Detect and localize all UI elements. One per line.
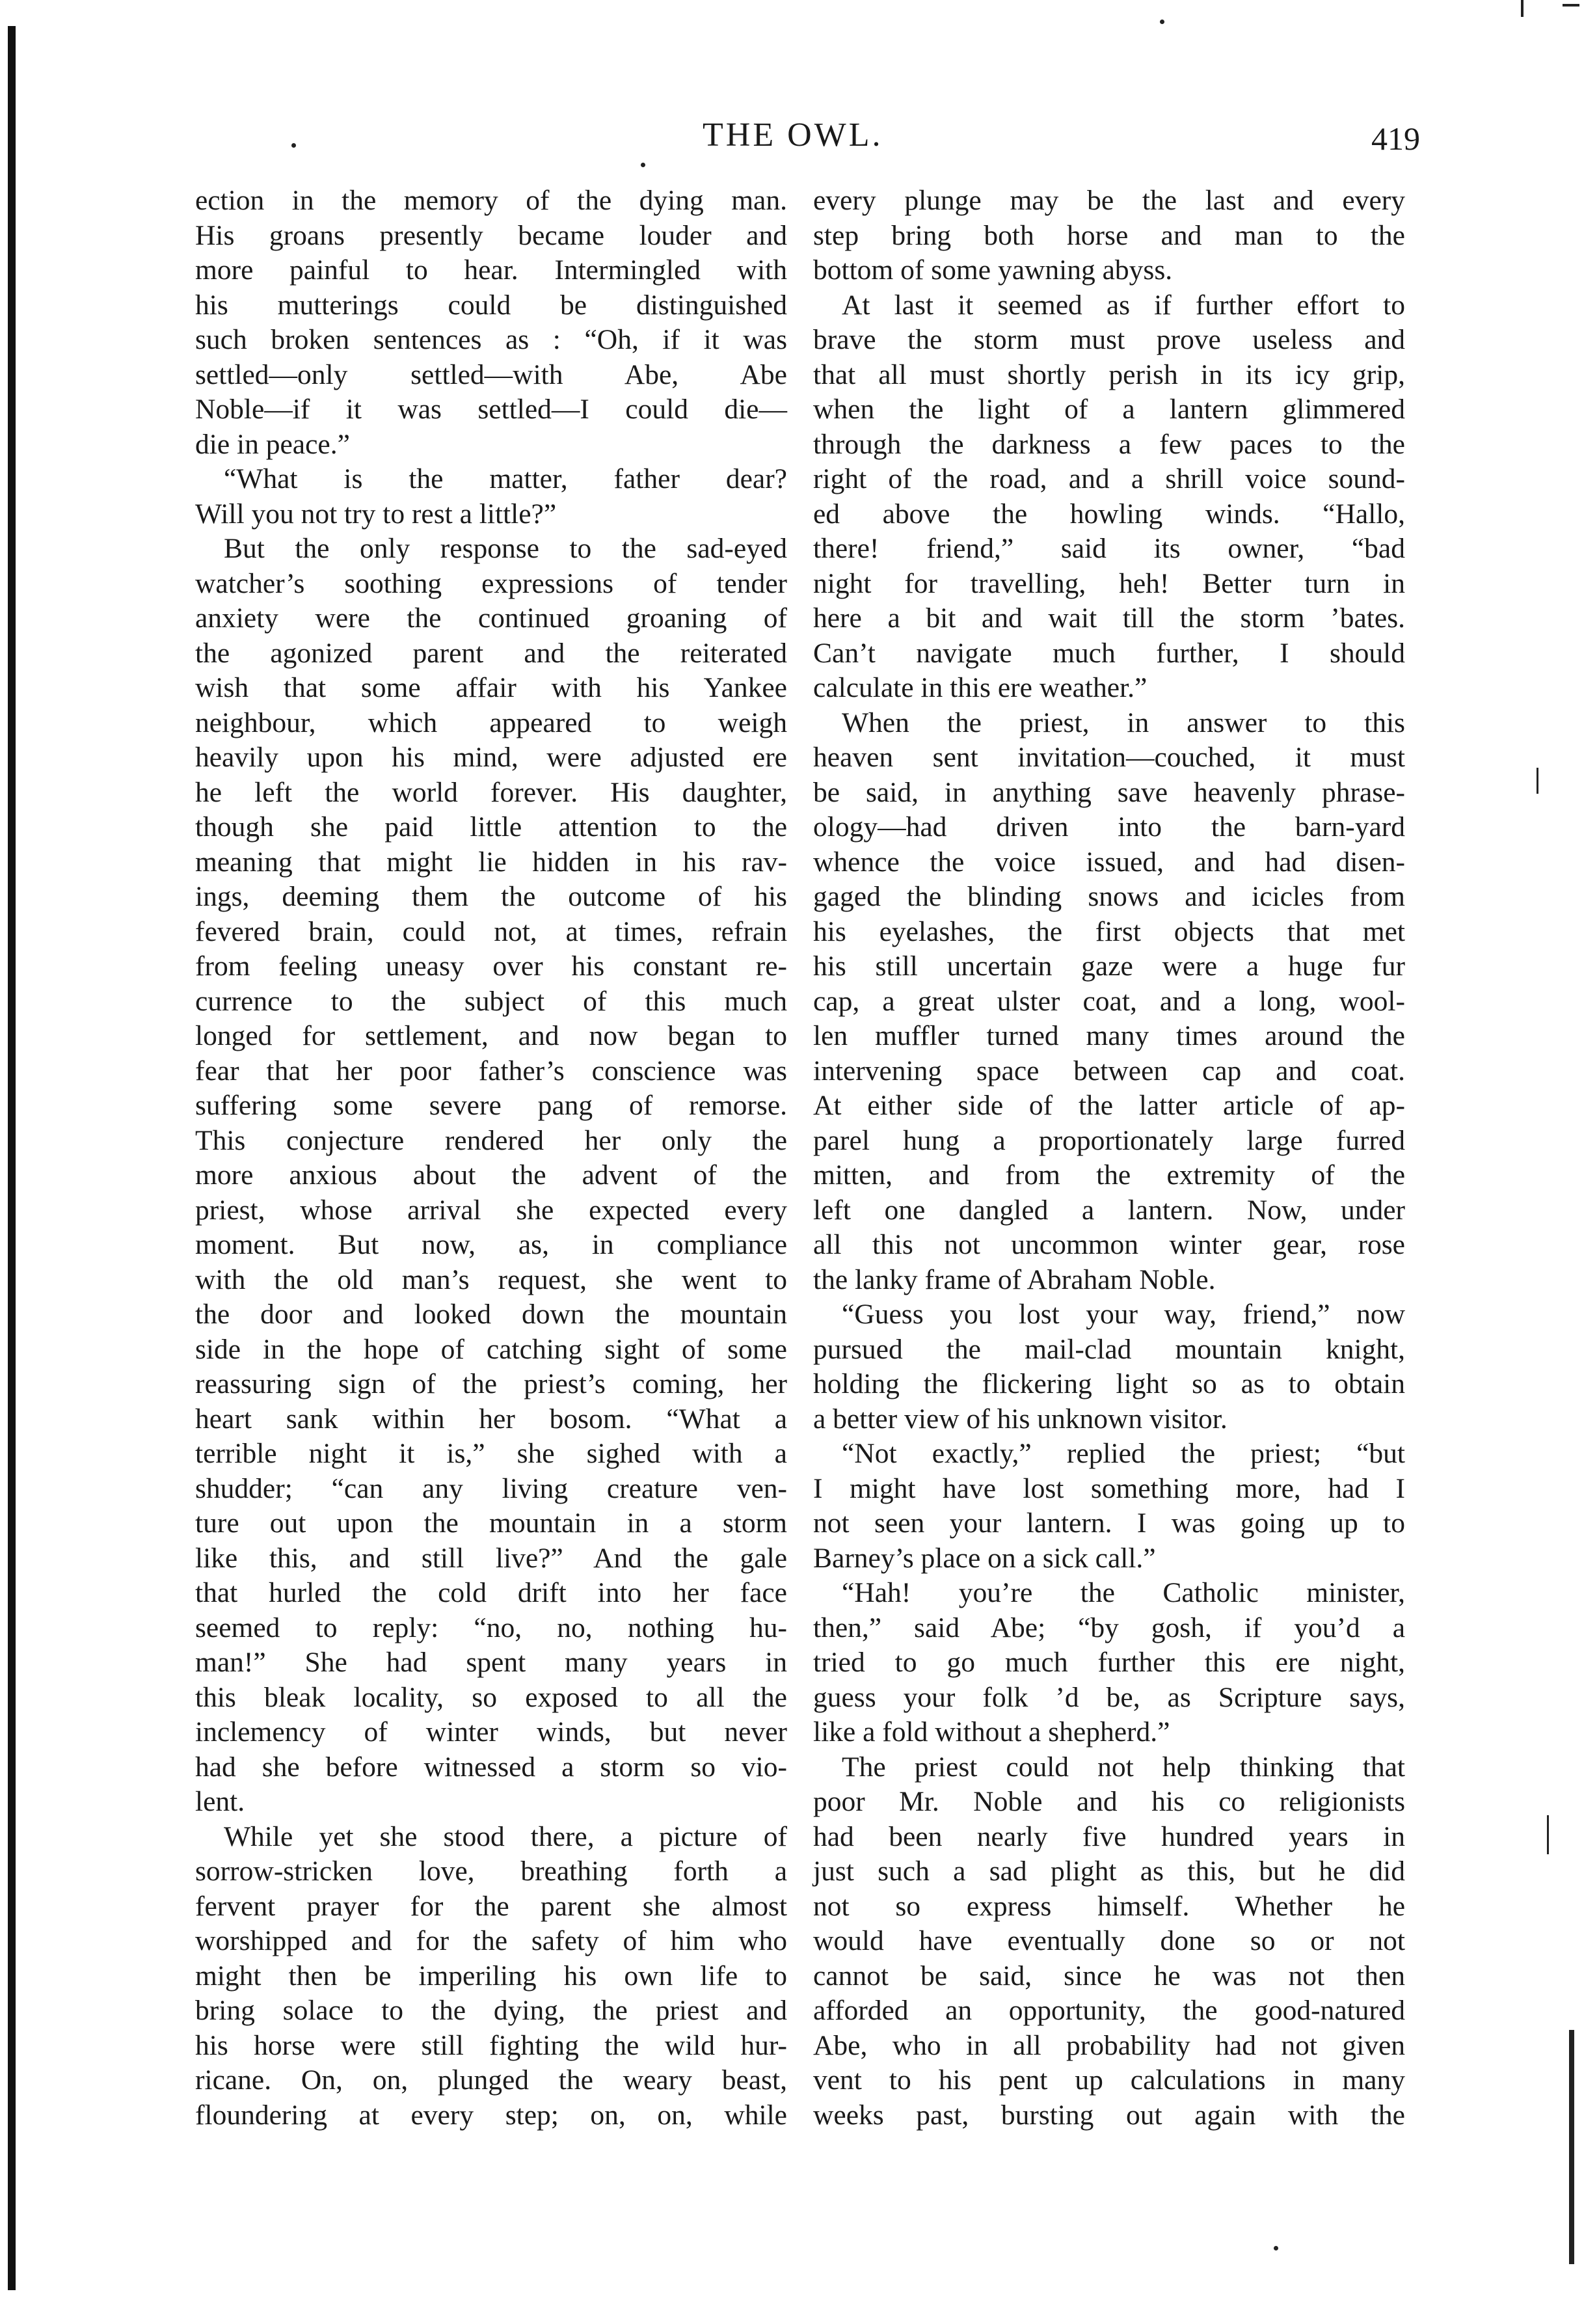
paragraph: [813, 1576, 1405, 1750]
text-line: the lanky frame of Abraham Noble.: [813, 1263, 1216, 1295]
text-line: fervent prayer for the parent she almost: [195, 1890, 787, 1922]
paragraph: [813, 1750, 1405, 2133]
text-line: brave the storm must prove useless and: [813, 324, 1405, 355]
text-line: sorrow-stricken love, breathing forth a: [195, 1856, 787, 1887]
left-text-column: [195, 183, 787, 2133]
text-line: step bring both horse and man to the: [813, 219, 1405, 251]
text-line: calculate in this ere weather.”: [813, 672, 1148, 703]
text-line: man!” She had spent many years in: [195, 1647, 787, 1678]
text-line: not seen your lantern. I was going up to: [813, 1507, 1405, 1539]
text-line: tried to go much further this ere night,: [813, 1647, 1405, 1678]
paragraph: [813, 706, 1405, 1298]
text-line: parel hung a proportionately large furred: [813, 1124, 1405, 1156]
text-line: At last it seemed as if further effort to: [842, 289, 1405, 321]
text-line: ection in the memory of the dying man.: [195, 185, 787, 216]
text-line: his still uncertain gaze were a huge fur: [813, 951, 1405, 982]
text-line: pursued the mail-clad mountain knight,: [813, 1333, 1405, 1365]
text-line: bring solace to the dying, the priest and: [195, 1995, 787, 2026]
scan-edge-mark: [1569, 2030, 1574, 2264]
text-line: through the darkness a few paces to the: [813, 428, 1405, 460]
text-line: had she before witnessed a storm so vio-: [195, 1751, 787, 1783]
text-line: fevered brain, could not, at times, refrain: [195, 915, 787, 947]
text-line: shudder; “can any living creature ven-: [195, 1472, 787, 1504]
text-line: like this, and still live?” And the gale: [195, 1542, 787, 1574]
text-line: whence the voice issued, and had disen-: [813, 846, 1405, 878]
text-line: more anxious about the advent of the: [195, 1159, 787, 1191]
text-line: “Guess you lost your way, friend,” now: [842, 1299, 1405, 1330]
text-line: cannot be said, since he was not then: [813, 1960, 1405, 1992]
text-line: night for travelling, heh! Better turn in: [813, 567, 1405, 599]
text-line: reassuring sign of the priest’s coming, her: [195, 1368, 787, 1399]
text-line: “Hah! you’re the Catholic minister,: [842, 1577, 1405, 1608]
paragraph: [195, 532, 787, 1820]
paragraph: [813, 183, 1405, 288]
text-line: his mutterings could be distinguished: [195, 289, 787, 321]
text-line: lent.: [195, 1786, 245, 1817]
ink-speck: [1160, 20, 1164, 24]
paragraph: [813, 1297, 1405, 1437]
text-line: heavily upon his mind, were adjusted ere: [195, 742, 787, 773]
text-line: settled—only settled—with Abe, Abe: [195, 358, 787, 390]
text-line: “Not exactly,” replied the priest; “but: [842, 1438, 1405, 1469]
text-line: his eyelashes, the first objects that met: [813, 915, 1405, 947]
paragraph: [195, 462, 787, 532]
page-number: 419: [1371, 120, 1420, 157]
text-line: But the only response to the sad-eyed: [224, 533, 787, 564]
text-line: His groans presently became louder and: [195, 219, 787, 251]
text-line: he left the world forever. His daughter,: [195, 776, 787, 808]
text-line: gaged the blinding snows and icicles from: [813, 881, 1405, 912]
text-line: every plunge may be the last and every: [813, 185, 1405, 216]
text-line: that all must shortly perish in its icy grip,: [813, 358, 1405, 390]
text-line: poor Mr. Noble and his co religionists: [813, 1786, 1405, 1817]
text-line: weeks past, bursting out again with the: [813, 2099, 1405, 2131]
text-line: inclemency of winter winds, but never: [195, 1716, 787, 1748]
text-line: all this not uncommon winter gear, rose: [813, 1229, 1405, 1260]
text-line: just such a sad plight as this, but he did: [813, 1856, 1405, 1887]
text-line: I might have lost something more, had I: [813, 1472, 1405, 1504]
text-line: that hurled the cold drift into her face: [195, 1577, 787, 1608]
text-line: when the light of a lantern glimmered: [813, 394, 1405, 425]
text-line: fear that her poor father’s conscience was: [195, 1055, 787, 1087]
text-line: While yet she stood there, a picture of: [224, 1820, 787, 1852]
paragraph: [195, 1820, 787, 2133]
text-line: cap, a great ulster coat, and a long, wool-: [813, 985, 1405, 1017]
text-line: len muffler turned many times around the: [813, 1020, 1405, 1051]
text-line: watcher’s soothing expressions of tender: [195, 567, 787, 599]
text-line: side in the hope of catching sight of some: [195, 1333, 787, 1365]
paragraph: [195, 183, 787, 462]
text-line: worshipped and for the safety of him who: [195, 1925, 787, 1956]
text-line: meaning that might lie hidden in his rav-: [195, 846, 787, 878]
text-line: “What is the matter, father dear?: [224, 463, 787, 494]
text-line: afforded an opportunity, the good-natured: [813, 1995, 1405, 2026]
text-line: die in peace.”: [195, 428, 350, 460]
running-title: THE OWL.: [703, 116, 883, 154]
text-line: Abe, who in all probability had not given: [813, 2029, 1405, 2061]
text-line: left one dangled a lantern. Now, under: [813, 1194, 1405, 1226]
text-line: suffering some severe pang of remorse.: [195, 1090, 787, 1121]
text-line: When the priest, in answer to this: [842, 707, 1405, 738]
text-line: Noble—if it was settled—I could die—: [195, 394, 787, 425]
text-line: longed for settlement, and now began to: [195, 1020, 787, 1051]
text-line: The priest could not help thinking that: [842, 1751, 1405, 1783]
page-binding-edge: [8, 26, 16, 2290]
scan-edge-mark: [1547, 1815, 1549, 1854]
text-line: currence to the subject of this much: [195, 985, 787, 1017]
text-line: anxiety were the continued groaning of: [195, 602, 787, 634]
text-line: his horse were still fighting the wild hur-: [195, 2029, 787, 2061]
text-line: right of the road, and a shrill voice sound-: [813, 463, 1405, 494]
text-line: though she paid little attention to the: [195, 811, 787, 843]
text-line: At either side of the latter article of ap-: [813, 1090, 1405, 1121]
text-line: holding the flickering light so as to obtain: [813, 1368, 1405, 1399]
ink-speck: [1274, 2246, 1278, 2250]
text-line: the door and looked down the mountain: [195, 1299, 787, 1330]
text-line: floundering at every step; on, on, while: [195, 2099, 787, 2131]
text-line: intervening space between cap and coat.: [813, 1055, 1405, 1087]
text-line: might then be imperiling his own life to: [195, 1960, 787, 1992]
text-line: a better view of his unknown visitor.: [813, 1403, 1228, 1435]
scan-edge-mark: [1521, 0, 1524, 17]
text-line: bottom of some yawning abyss.: [813, 254, 1173, 286]
text-line: here a bit and wait till the storm ’bates.: [813, 602, 1405, 634]
text-line: would have eventually done so or not: [813, 1925, 1405, 1956]
text-line: Can’t navigate much further, I should: [813, 637, 1405, 669]
text-line: neighbour, which appeared to weigh: [195, 707, 787, 738]
text-line: had been nearly five hundred years in: [813, 1820, 1405, 1852]
text-line: this bleak locality, so exposed to all the: [195, 1681, 787, 1713]
text-line: This conjecture rendered her only the: [195, 1124, 787, 1156]
text-line: like a fold without a shepherd.”: [813, 1716, 1170, 1748]
text-line: such broken sentences as : “Oh, if it was: [195, 324, 787, 355]
page-header: [0, 116, 1584, 161]
text-line: Barney’s place on a sick call.”: [813, 1542, 1156, 1574]
text-line: from feeling uneasy over his constant re-: [195, 951, 787, 982]
text-line: with the old man’s request, she went to: [195, 1263, 787, 1295]
text-line: moment. But now, as, in compliance: [195, 1229, 787, 1260]
text-line: ricane. On, on, plunged the weary beast,: [195, 2064, 787, 2096]
paragraph: [813, 1437, 1405, 1576]
text-line: the agonized parent and the reiterated: [195, 637, 787, 669]
text-line: ings, deeming them the outcome of his: [195, 881, 787, 912]
text-line: be said, in anything save heavenly phrase-: [813, 776, 1405, 808]
text-line: mitten, and from the extremity of the: [813, 1159, 1405, 1191]
text-line: then,” said Abe; “by gosh, if you’d a: [813, 1612, 1405, 1643]
ink-speck: [641, 163, 645, 167]
scan-edge-mark: [1563, 4, 1579, 7]
text-line: heaven sent invitation—couched, it must: [813, 742, 1405, 773]
text-line: vent to his pent up calculations in many: [813, 2064, 1405, 2096]
text-line: Will you not try to rest a little?”: [195, 498, 557, 530]
scan-edge-mark: [1537, 768, 1538, 794]
text-line: priest, whose arrival she expected every: [195, 1194, 787, 1226]
text-line: not so express himself. Whether he: [813, 1890, 1405, 1922]
paragraph: [813, 288, 1405, 706]
text-line: heart sank within her bosom. “What a: [195, 1403, 787, 1435]
text-line: there! friend,” said its owner, “bad: [813, 533, 1405, 564]
text-line: ology—had driven into the barn-yard: [813, 811, 1405, 843]
text-line: ed above the howling winds. “Hallo,: [813, 498, 1405, 530]
text-line: seemed to reply: “no, no, nothing hu-: [195, 1612, 787, 1643]
text-line: wish that some affair with his Yankee: [195, 672, 787, 703]
text-line: ture out upon the mountain in a storm: [195, 1507, 787, 1539]
text-line: terrible night it is,” she sighed with a: [195, 1438, 787, 1469]
text-line: guess your folk ’d be, as Scripture says,: [813, 1681, 1405, 1713]
right-text-column: [813, 183, 1405, 2133]
text-line: more painful to hear. Intermingled with: [195, 254, 787, 286]
